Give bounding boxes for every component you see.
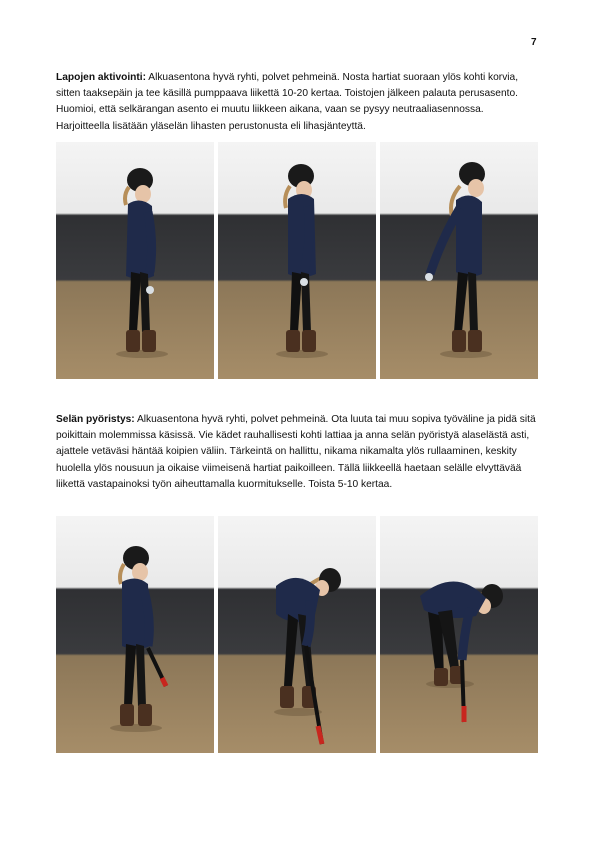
photo-shoulders-raised bbox=[218, 142, 376, 379]
photo-row-shoulder-activation bbox=[56, 142, 538, 379]
photo-row-back-rounding bbox=[56, 516, 538, 753]
section-selan-pyoristys bbox=[56, 412, 538, 493]
section-heading: Selän pyöristys: bbox=[56, 414, 135, 425]
page-number: 7 bbox=[531, 37, 537, 48]
section-body: Alkuasentona hyvä ryhti, polvet pehmeinä. Nosta hartiat suoraan ylös kohti korvia, sitten taaksepäin ja tee käsillä pumppaava liikettä 10-20 kertaa. Toistojen jälkeen palauta perusasento. Huomioi, että selkärangan asento ei muutu liikkeen aikana, vaan se pysyy neutraaliasennossa. Harjoitteella lisätään yläselän lihasten perustonusta eli lihasjänteyttä. bbox=[56, 72, 519, 132]
photo-bending-halfway bbox=[218, 516, 376, 753]
section-body: Alkuasentona hyvä ryhti, polvet pehmeinä. Ota luuta tai muu sopiva työväline ja pidä sitä poikittain molemmissa käsissä. Vie kädet rauhallisesti kohti lattiaa ja anna selän pyöristyä alaselästä asti, ajattele vetäväsi häntää koipien väliin. Tärkeintä on hallittu, nikama nikamalta ylös rullaaminen, keskity huolella ylös nousuun ja oikaise viimeisenä hartiat paikoilleen. Tällä liikkeellä haetaan selälle elvyttävää liikettä vastapainoksi työn aiheuttamalla kuormitukselle. Toista 5-10 kertaa. bbox=[56, 414, 536, 490]
section-heading: Lapojen aktivointi: bbox=[56, 72, 146, 83]
photo-arms-pumping bbox=[380, 142, 538, 379]
photo-holding-broom-upright bbox=[56, 516, 214, 753]
section-lapojen-aktivointi bbox=[56, 70, 538, 135]
photo-standing-start bbox=[56, 142, 214, 379]
photo-fully-rounded bbox=[380, 516, 538, 753]
